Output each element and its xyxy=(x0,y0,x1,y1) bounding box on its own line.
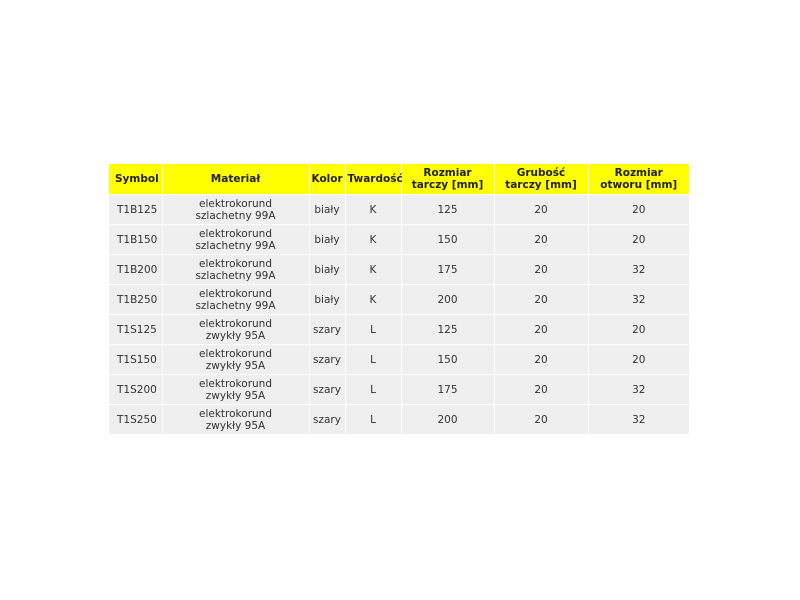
header-thickness: Grubość tarczy [mm] xyxy=(494,164,588,195)
cell-material: elektrokorund szlachetny 99A xyxy=(162,195,309,225)
cell-symbol: T1B150 xyxy=(109,225,162,255)
cell-disc-size: 175 xyxy=(401,255,494,285)
cell-thickness: 20 xyxy=(494,225,588,255)
cell-hole-size: 20 xyxy=(588,345,689,375)
table-row xyxy=(109,375,689,405)
product-table-container xyxy=(109,164,689,434)
cell-symbol: T1S150 xyxy=(109,345,162,375)
cell-symbol: T1B125 xyxy=(109,195,162,225)
cell-symbol: T1B250 xyxy=(109,285,162,315)
cell-material: elektrokorund szlachetny 99A xyxy=(162,225,309,255)
header-material: Materiał xyxy=(162,164,309,195)
cell-hole-size: 20 xyxy=(588,225,689,255)
cell-hardness: L xyxy=(345,345,401,375)
cell-color: szary xyxy=(309,375,345,405)
cell-material: elektrokorund zwykły 95A xyxy=(162,345,309,375)
cell-color: biały xyxy=(309,285,345,315)
table-row xyxy=(109,315,689,345)
header-disc-size: Rozmiar tarczy [mm] xyxy=(401,164,494,195)
cell-hardness: K xyxy=(345,255,401,285)
cell-thickness: 20 xyxy=(494,285,588,315)
cell-hardness: L xyxy=(345,315,401,345)
table-body xyxy=(109,195,689,435)
cell-disc-size: 175 xyxy=(401,375,494,405)
cell-disc-size: 150 xyxy=(401,345,494,375)
cell-material: elektrokorund zwykły 95A xyxy=(162,315,309,345)
cell-color: biały xyxy=(309,255,345,285)
cell-disc-size: 200 xyxy=(401,405,494,435)
cell-disc-size: 150 xyxy=(401,225,494,255)
cell-hole-size: 20 xyxy=(588,315,689,345)
header-hardness: Twardość xyxy=(345,164,401,195)
table-row xyxy=(109,285,689,315)
table-row xyxy=(109,195,689,225)
cell-hardness: K xyxy=(345,225,401,255)
cell-material: elektrokorund zwykły 95A xyxy=(162,375,309,405)
table-row xyxy=(109,255,689,285)
cell-symbol: T1S250 xyxy=(109,405,162,435)
cell-thickness: 20 xyxy=(494,195,588,225)
cell-disc-size: 125 xyxy=(401,195,494,225)
cell-material: elektrokorund szlachetny 99A xyxy=(162,285,309,315)
cell-hole-size: 32 xyxy=(588,375,689,405)
cell-hole-size: 20 xyxy=(588,195,689,225)
cell-hole-size: 32 xyxy=(588,405,689,435)
cell-hardness: L xyxy=(345,405,401,435)
cell-thickness: 20 xyxy=(494,315,588,345)
table-row xyxy=(109,345,689,375)
cell-color: biały xyxy=(309,195,345,225)
cell-color: szary xyxy=(309,405,345,435)
header-symbol: Symbol xyxy=(109,164,162,195)
cell-hardness: K xyxy=(345,195,401,225)
cell-material: elektrokorund zwykły 95A xyxy=(162,405,309,435)
cell-material: elektrokorund szlachetny 99A xyxy=(162,255,309,285)
table-row xyxy=(109,225,689,255)
cell-hole-size: 32 xyxy=(588,255,689,285)
header-color: Kolor xyxy=(309,164,345,195)
cell-symbol: T1S125 xyxy=(109,315,162,345)
cell-disc-size: 125 xyxy=(401,315,494,345)
cell-hardness: K xyxy=(345,285,401,315)
cell-hardness: L xyxy=(345,375,401,405)
cell-disc-size: 200 xyxy=(401,285,494,315)
table-row xyxy=(109,405,689,435)
cell-color: szary xyxy=(309,315,345,345)
cell-symbol: T1B200 xyxy=(109,255,162,285)
cell-hole-size: 32 xyxy=(588,285,689,315)
cell-symbol: T1S200 xyxy=(109,375,162,405)
cell-thickness: 20 xyxy=(494,345,588,375)
cell-thickness: 20 xyxy=(494,375,588,405)
table-header-row xyxy=(109,164,689,195)
product-table xyxy=(109,164,689,434)
cell-color: szary xyxy=(309,345,345,375)
cell-color: biały xyxy=(309,225,345,255)
header-hole-size: Rozmiar otworu [mm] xyxy=(588,164,689,195)
cell-thickness: 20 xyxy=(494,255,588,285)
cell-thickness: 20 xyxy=(494,405,588,435)
